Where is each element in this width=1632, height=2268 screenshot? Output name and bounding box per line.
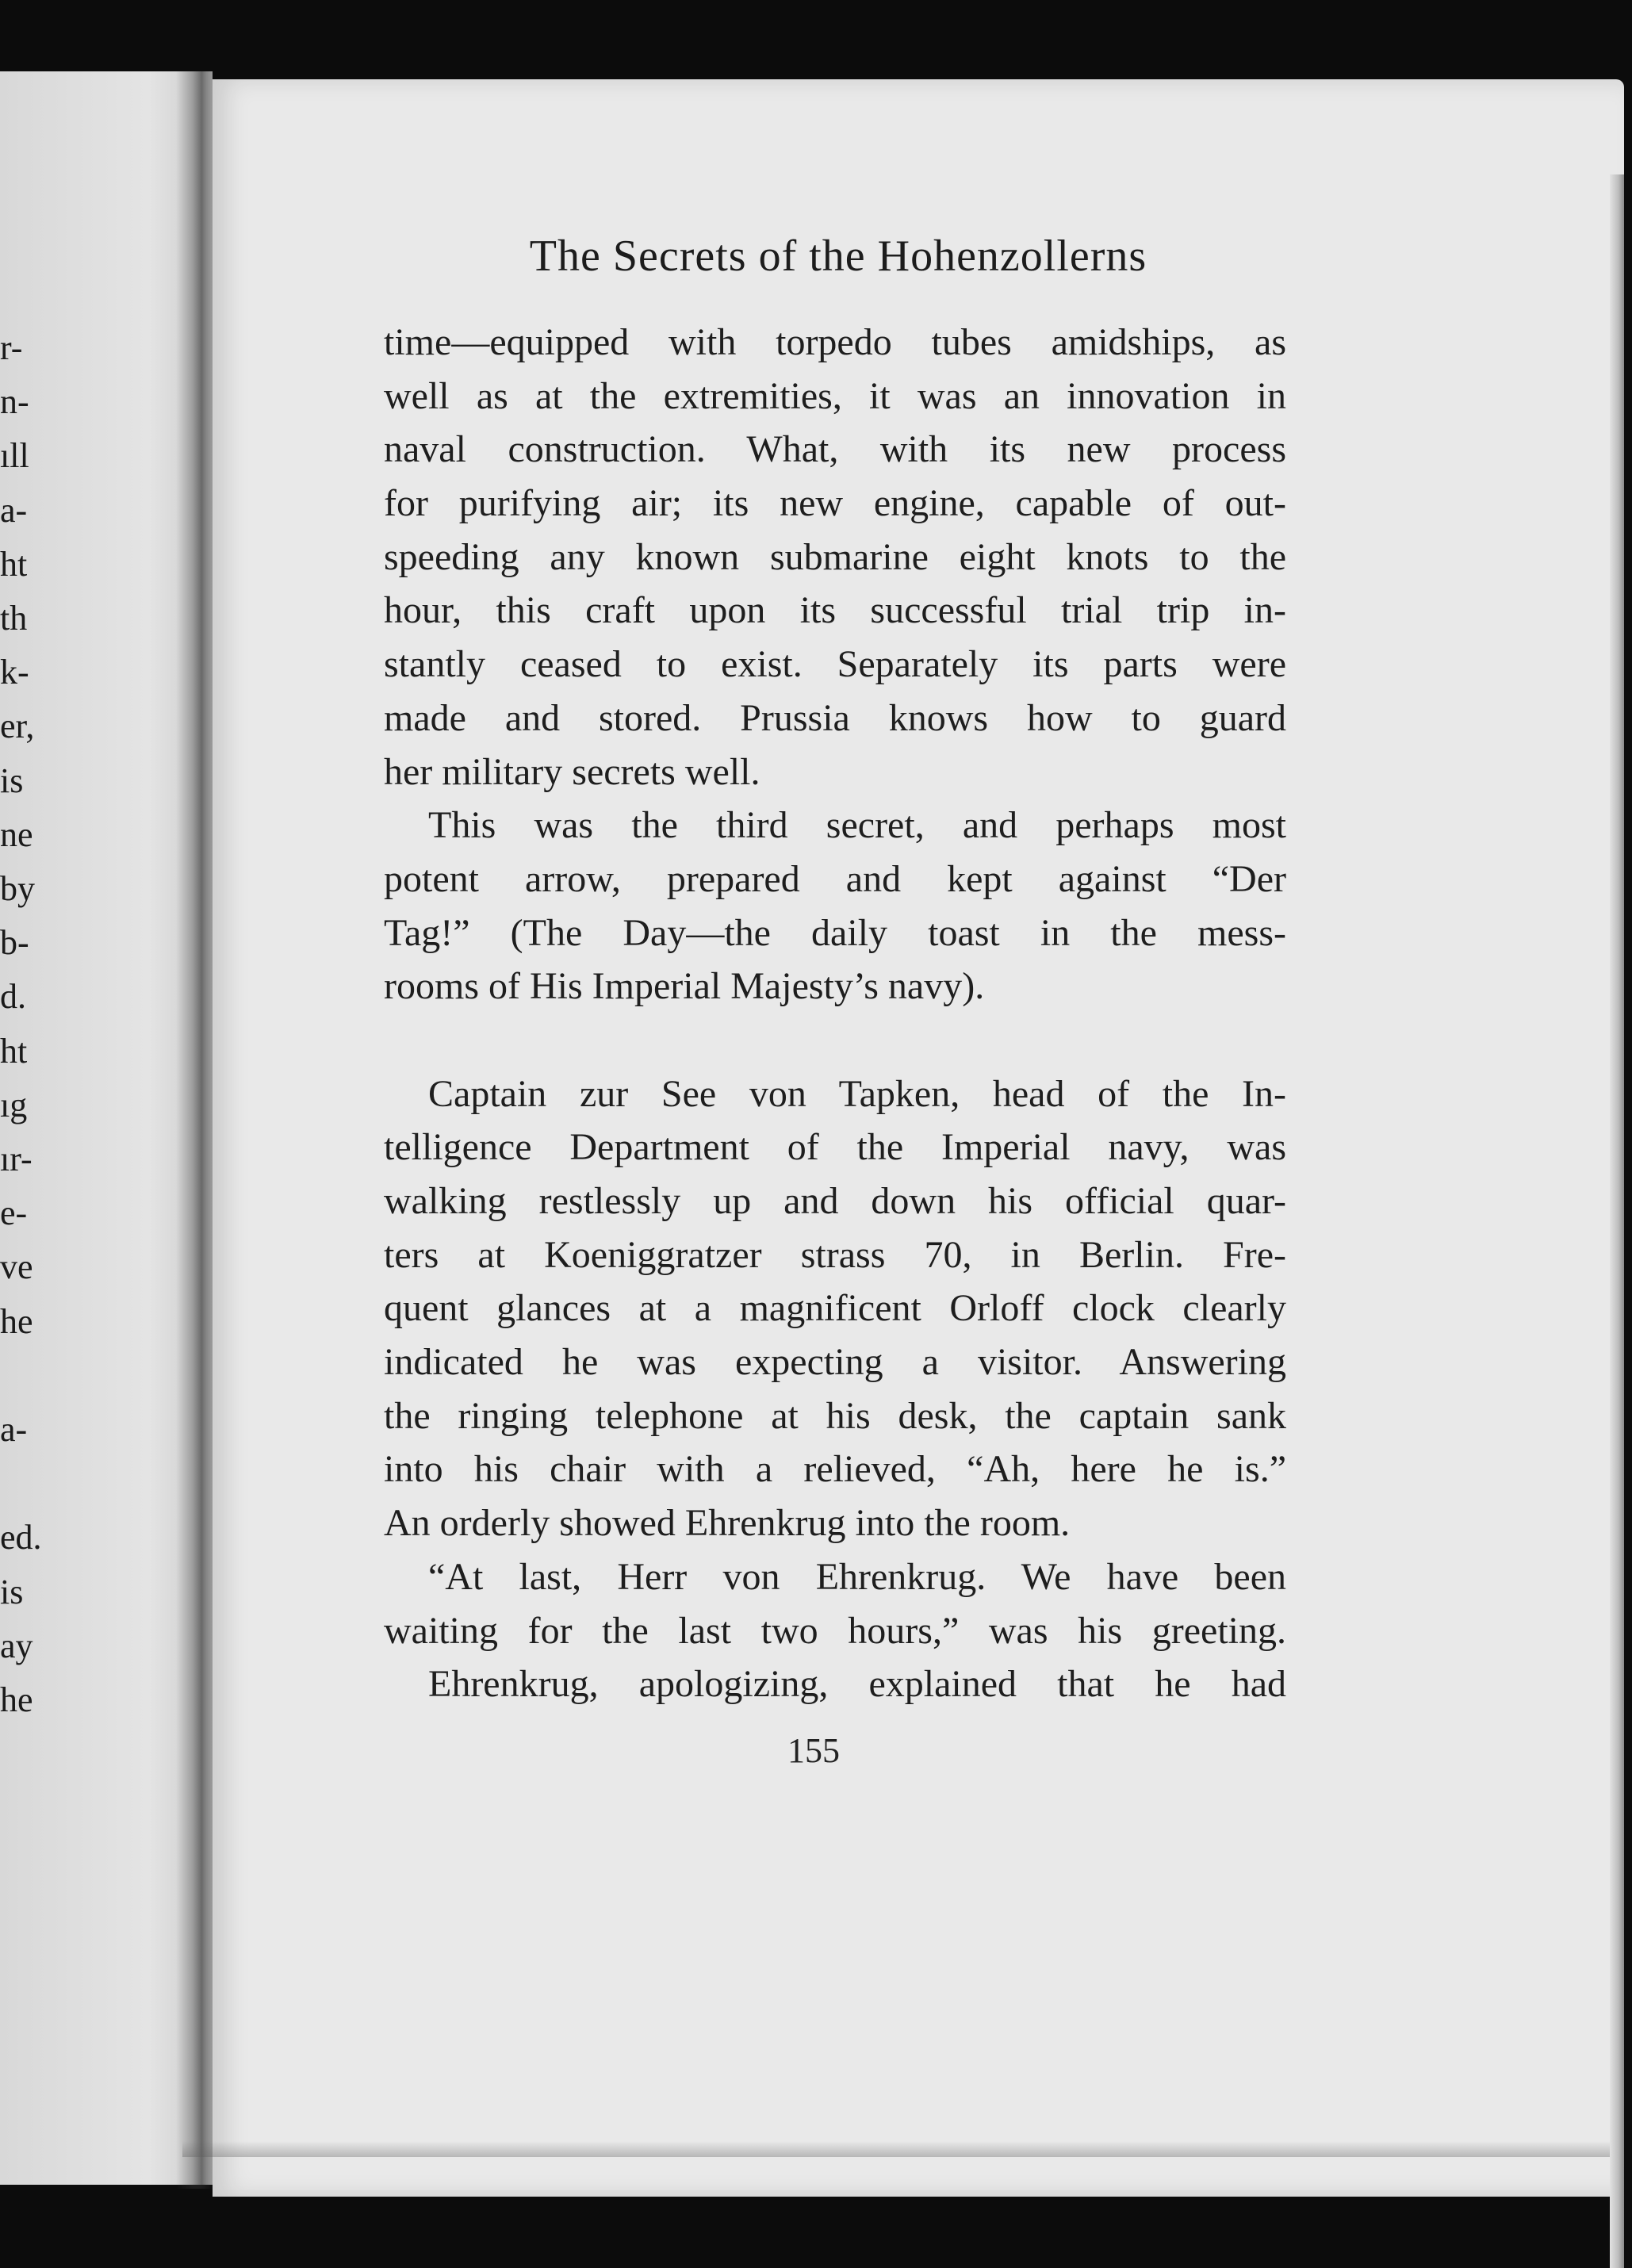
text-line: hour, this craft upon its successful trial trip in-	[384, 589, 1286, 632]
text-line: into his chair with a relieved, “Ah, here he is.”	[384, 1448, 1286, 1491]
left-fragment-line	[0, 1349, 48, 1403]
left-fragment-line: ır-	[0, 1140, 33, 1179]
left-fragment-line: ay	[0, 1626, 33, 1665]
left-fragment-line: ed.	[0, 1518, 42, 1557]
left-fragment-line: ıll	[0, 436, 29, 476]
text-line: stantly ceased to exist. Separately its parts were	[384, 643, 1286, 686]
page-number: 155	[787, 1731, 840, 1770]
left-page-text-fragments	[0, 321, 48, 1727]
body-text	[384, 316, 1286, 1711]
text-line: for purifying air; its new engine, capable of out-	[384, 482, 1286, 525]
text-line: This was the third secret, and perhaps most	[428, 804, 1286, 847]
page-edge	[1610, 174, 1624, 2268]
left-fragment-line: is	[0, 1572, 24, 1611]
left-fragment-line	[0, 1457, 48, 1511]
text-line: well as at the extremities, it was an innovation in	[384, 374, 1286, 417]
text-line: walking restlessly up and down his official quar-	[384, 1180, 1286, 1222]
page-bottom-edge	[182, 2141, 1610, 2157]
text-line: Captain zur See von Tapken, head of the In-	[428, 1072, 1286, 1115]
left-fragment-line: th	[0, 599, 28, 638]
text-line: Tag!” (The Day—the daily toast in the mess-	[384, 911, 1286, 954]
text-line: the ringing telephone at his desk, the captain sank	[384, 1394, 1286, 1437]
running-head: The Secrets of the Hohenzollerns	[529, 232, 1147, 281]
section-break	[384, 1013, 1286, 1067]
left-fragment-line: n-	[0, 382, 29, 422]
text-line: “At last, Herr von Ehrenkrug. We have been	[428, 1555, 1286, 1598]
left-fragment-line: ht	[0, 544, 28, 584]
text-line: her military secrets well.	[384, 750, 760, 793]
left-fragment-line: a-	[0, 490, 28, 530]
left-fragment-line: b-	[0, 923, 29, 963]
left-fragment-line: r-	[0, 328, 23, 367]
left-fragment-line: ve	[0, 1247, 33, 1287]
text-line: An orderly showed Ehrenkrug into the room.	[384, 1502, 1071, 1545]
left-fragment-line: a-	[0, 1410, 28, 1450]
text-line: potent arrow, prepared and kept against “Der	[384, 857, 1286, 900]
text-line: naval construction. What, with its new process	[384, 428, 1286, 471]
left-fragment-line: ıg	[0, 1085, 28, 1124]
text-line: rooms of His Imperial Majesty’s navy).	[384, 965, 985, 1008]
text-line: quent glances at a magnificent Orloff clock clearly	[384, 1287, 1286, 1330]
left-fragment-line: he	[0, 1680, 33, 1720]
left-fragment-line: is	[0, 760, 24, 800]
text-line: made and stored. Prussia knows how to guard	[384, 696, 1286, 739]
text-line: speeding any known submarine eight knots to the	[384, 535, 1286, 578]
book-gutter	[176, 71, 213, 2189]
left-fragment-line: k-	[0, 653, 29, 692]
text-line: waiting for the last two hours,” was his greeting.	[384, 1609, 1286, 1652]
text-line: telligence Department of the Imperial navy, was	[384, 1126, 1286, 1169]
text-line: ters at Koeniggratzer strass 70, in Berlin. Fre-	[384, 1233, 1286, 1276]
left-fragment-line: e-	[0, 1193, 28, 1233]
left-fragment-line: d.	[0, 977, 26, 1017]
left-fragment-line: by	[0, 869, 35, 909]
text-line: time—equipped with torpedo tubes amidships, as	[384, 321, 1286, 363]
left-fragment-line: ht	[0, 1031, 28, 1071]
left-fragment-line: he	[0, 1301, 33, 1341]
text-line: indicated he was expecting a visitor. Answering	[384, 1341, 1286, 1384]
text-line: Ehrenkrug, apologizing, explained that he had	[428, 1663, 1286, 1706]
left-fragment-line: er,	[0, 707, 35, 746]
left-fragment-line: ne	[0, 814, 33, 854]
